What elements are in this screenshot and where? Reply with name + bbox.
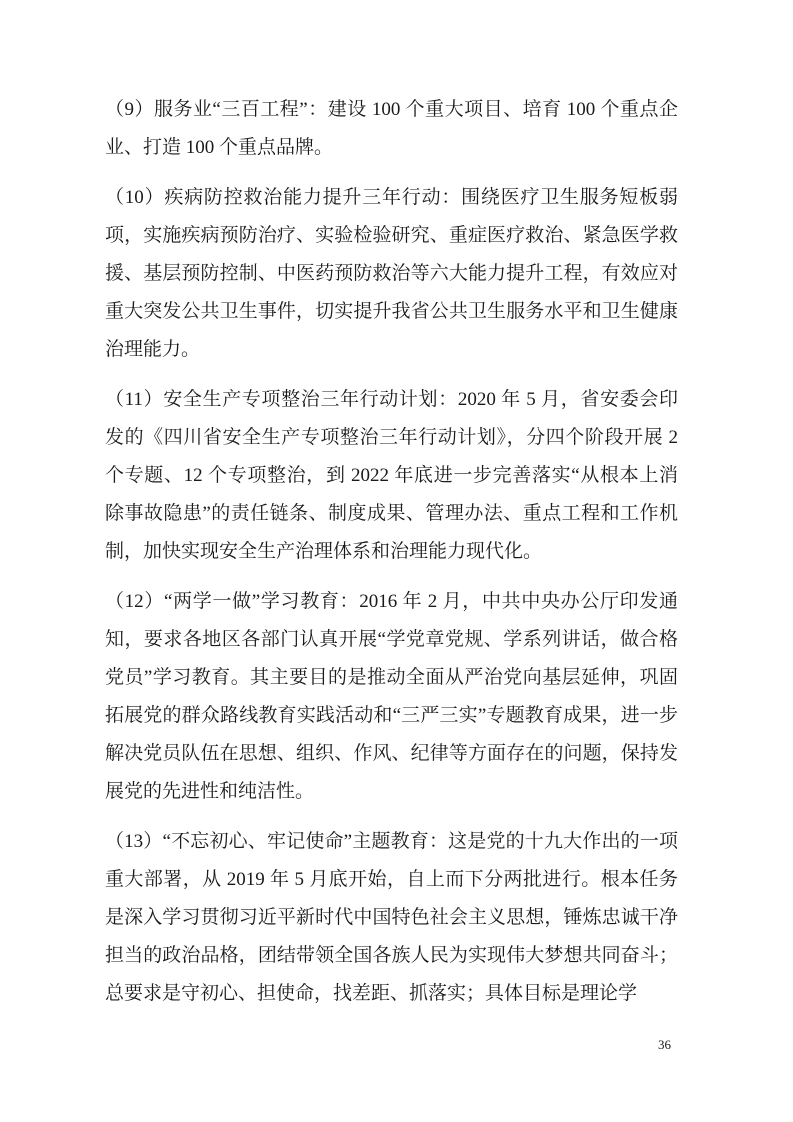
paragraph-item-9: （9）服务业“三百工程”：建设 100 个重大项目、培育 100 个重点企业、打造 100 个重点品牌。 <box>105 99 678 158</box>
page-number: 36 <box>658 1037 671 1052</box>
paragraph-item-13: （13）“不忘初心、牢记使命”主题教育：这是党的十九大作出的一项重大部署，从 2019 年 5 月底开始，自上而下分两批进行。根本任务是深入学习贯彻习近平新时代中国特色社会主义思想，锤炼忠诚干净担当的政治品格，团结带领全国各族人民为实现伟大梦想共同奋斗；总要求是守初心、担使命，找差距、抓落实；具体目标是理论学 <box>105 831 678 1004</box>
paragraph-item-11: （11）安全生产专项整治三年行动计划：2020 年 5 月，省安委会印发的《四川省安全生产专项整治三年行动计划》，分四个阶段开展 2 个专题、12 个专项整治，到 2022 年底进一步完善落实“从根本上消除事故隐患”的责任链条、制度成果、管理办法、重点工程和工作机制，加快实现安全生产治理体系和治理能力现代化。 <box>105 389 678 562</box>
paragraph-item-12: （12）“两学一做”学习教育：2016 年 2 月，中共中央办公厅印发通知，要求各地区各部门认真开展“学党章党规、学系列讲话，做合格党员”学习教育。其主要目的是推动全面从严治党向基层延伸，巩固拓展党的群众路线教育实践活动和“三严三实”专题教育成果，进一步解决党员队伍在思想、组织、作风、纪律等方面存在的问题，保持发展党的先进性和纯洁性。 <box>105 591 678 802</box>
paragraph-item-10: （10）疾病防控救治能力提升三年行动：围绕医疗卫生服务短板弱项，实施疾病预防治疗、实验检验研究、重症医疗救治、紧急医学救援、基层预防控制、中医药预防救治等六大能力提升工程，有效应对重大突发公共卫生事件，切实提升我省公共卫生服务水平和卫生健康治理能力。 <box>105 187 678 360</box>
document-body <box>105 91 678 1025</box>
